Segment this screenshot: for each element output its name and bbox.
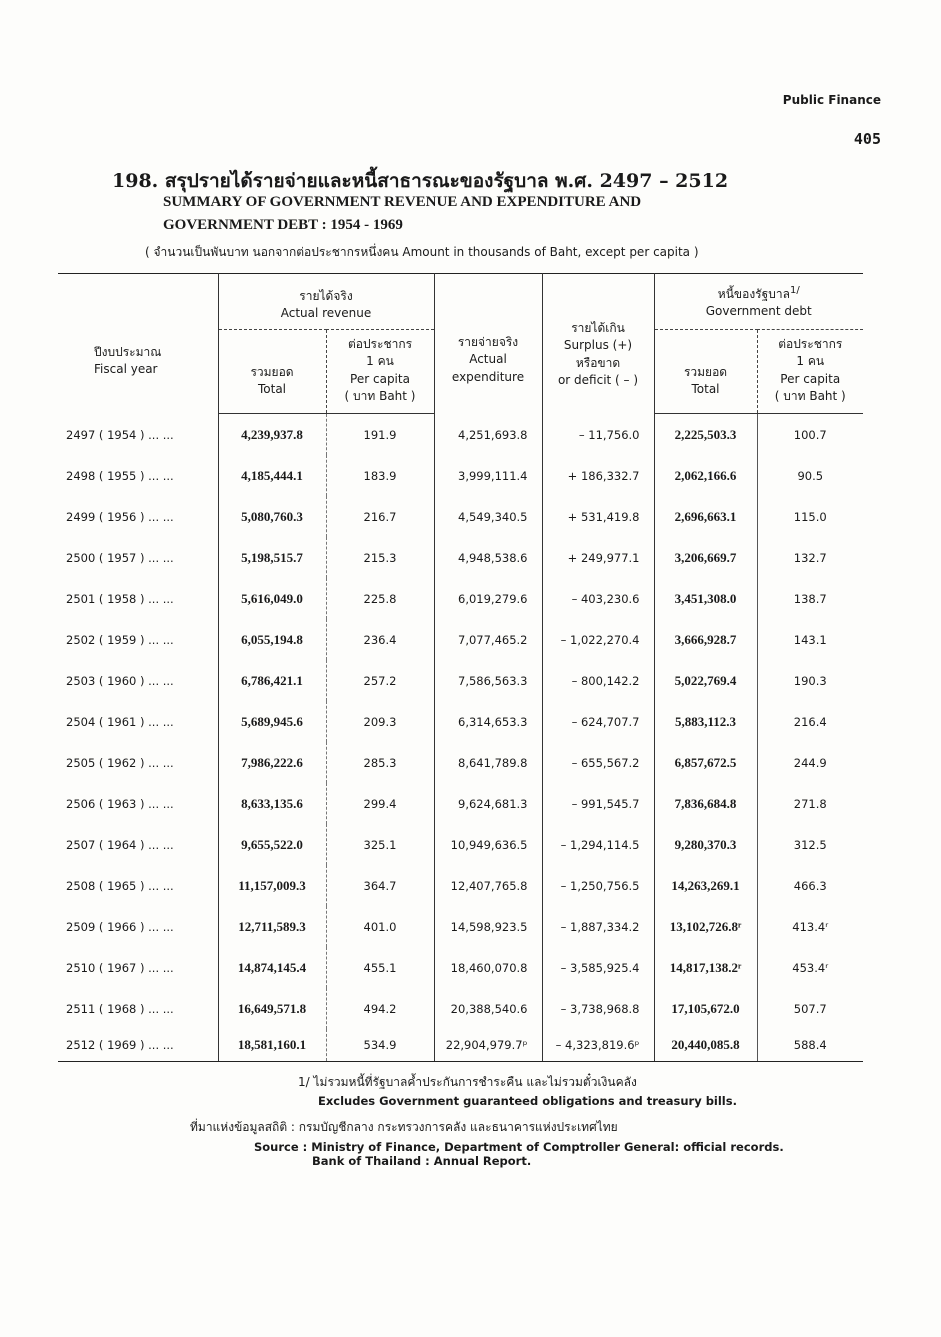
surplus-cell: + 186,332.7 — [542, 455, 654, 496]
revenue-total-cell: 14,874,145.4 — [218, 947, 326, 988]
revenue-per-capita-cell: 325.1 — [326, 824, 434, 865]
col-expenditure — [434, 274, 542, 414]
surplus-th2: หรือขาด — [575, 355, 621, 370]
revenue-total-cell: 5,080,760.3 — [218, 496, 326, 537]
debt-per-capita-unit: ( บาท Baht ) — [774, 388, 846, 403]
debt-per-capita-cell: 507.7 — [757, 988, 863, 1029]
fiscal-year-th: ปีงบประมาณ — [94, 345, 162, 359]
revenue-per-capita-cell: 285.3 — [326, 742, 434, 783]
fiscal-year-en: Fiscal year — [94, 362, 158, 377]
surplus-cell: + 249,977.1 — [542, 537, 654, 578]
revenue-per-capita-cell: 534.9 — [326, 1029, 434, 1062]
revenue-per-capita-cell: 364.7 — [326, 865, 434, 906]
expenditure-cell: 22,904,979.7ᵖ — [434, 1029, 542, 1062]
col-surplus — [542, 274, 654, 414]
revenue-per-capita-cell: 225.8 — [326, 578, 434, 619]
revenue-total-cell: 5,689,945.6 — [218, 701, 326, 742]
revenue-total-cell: 18,581,160.1 — [218, 1029, 326, 1062]
col-debt-per-capita — [757, 329, 863, 414]
actual-revenue-en: Actual revenue — [280, 306, 372, 321]
table-row — [58, 906, 863, 947]
debt-per-capita-cell: 244.9 — [757, 742, 863, 783]
revenue-total-cell: 4,185,444.1 — [218, 455, 326, 496]
revenue-per-capita-cell: 299.4 — [326, 783, 434, 824]
surplus-cell: – 1,022,270.4 — [542, 619, 654, 660]
table-row — [58, 742, 863, 783]
debt-total-cell: 5,022,769.4 — [654, 660, 757, 701]
col-debt-total — [654, 329, 757, 414]
expenditure-en1: Actual — [469, 352, 507, 367]
table-row — [58, 988, 863, 1029]
revenue-per-capita-th: ต่อประชากร — [347, 336, 413, 351]
fiscal-year-cell: 2499 ( 1956 ) ... ... — [66, 509, 174, 524]
revenue-per-capita-cell: 455.1 — [326, 947, 434, 988]
government-debt-th — [656, 284, 863, 303]
fiscal-year-cell: 2504 ( 1961 ) ... ... — [66, 714, 174, 729]
col-revenue-per-capita — [326, 329, 434, 414]
table-body — [58, 414, 863, 1062]
debt-total-cell: 14,263,269.1 — [654, 865, 757, 906]
expenditure-cell: 9,624,681.3 — [434, 783, 542, 824]
table-row — [58, 783, 863, 824]
surplus-th: รายได้เกิน — [571, 321, 625, 335]
source-english-2: Bank of Thailand : Annual Report. — [312, 1154, 532, 1169]
surplus-cell: – 800,142.2 — [542, 660, 654, 701]
debt-per-capita-cell: 588.4 — [757, 1029, 863, 1062]
fiscal-year-cell: 2511 ( 1968 ) ... ... — [66, 1001, 174, 1016]
revenue-per-capita-cell: 401.0 — [326, 906, 434, 947]
revenue-total-th: รวมยอด — [250, 364, 294, 379]
debt-total-cell: 2,062,166.6 — [654, 455, 757, 496]
debt-per-capita-en: Per capita — [780, 371, 841, 386]
revenue-total-cell: 5,616,049.0 — [218, 578, 326, 619]
table-title-thai — [112, 166, 728, 196]
fiscal-year-cell: 2507 ( 1964 ) ... ... — [66, 837, 174, 852]
debt-per-capita-cell: 143.1 — [757, 619, 863, 660]
table-row — [58, 455, 863, 496]
revenue-total-en: Total — [257, 382, 287, 397]
revenue-per-capita-cell: 216.7 — [326, 496, 434, 537]
debt-total-cell: 6,857,672.5 — [654, 742, 757, 783]
debt-per-capita-cell: 115.0 — [757, 496, 863, 537]
revenue-per-capita-cell: 257.2 — [326, 660, 434, 701]
debt-total-cell: 5,883,112.3 — [654, 701, 757, 742]
table-row — [58, 865, 863, 906]
fiscal-year-cell: 2510 ( 1967 ) ... ... — [66, 960, 174, 975]
surplus-cell: – 4,323,819.6ᵖ — [542, 1029, 654, 1062]
table-number: 198. — [112, 170, 159, 192]
table-row — [58, 824, 863, 865]
expenditure-cell: 7,586,563.3 — [434, 660, 542, 701]
table-row — [58, 1029, 863, 1062]
surplus-cell: – 1,887,334.2 — [542, 906, 654, 947]
expenditure-cell: 14,598,923.5 — [434, 906, 542, 947]
surplus-cell: – 1,294,114.5 — [542, 824, 654, 865]
surplus-cell: – 624,707.7 — [542, 701, 654, 742]
debt-per-capita-th: ต่อประชากร — [778, 336, 843, 351]
revenue-per-capita-th2: 1 คน — [366, 354, 394, 369]
units-note: ( จำนวนเป็นพันบาท นอกจากต่อประชากรหนึ่งคน Amount in thousands of Baht, except per capita ) — [145, 245, 699, 259]
surplus-en1: Surplus (+) — [563, 338, 633, 353]
expenditure-cell: 3,999,111.4 — [434, 455, 542, 496]
revenue-total-cell: 6,786,421.1 — [218, 660, 326, 701]
fiscal-year-cell: 2506 ( 1963 ) ... ... — [66, 796, 174, 811]
table-title-english-1: SUMMARY OF GOVERNMENT REVENUE AND EXPENDITURE AND — [163, 194, 642, 210]
debt-total-cell: 9,280,370.3 — [654, 824, 757, 865]
government-debt-th-text: หนี้ของรัฐบาล — [717, 287, 790, 301]
debt-total-cell: 2,225,503.3 — [654, 414, 757, 456]
table-row — [58, 660, 863, 701]
debt-per-capita-cell: 216.4 — [757, 701, 863, 742]
footnote-thai: 1/ ไม่รวมหนี้ที่รัฐบาลค้ำประกันการชำระคืน และไม่รวมตั๋วเงินคลัง — [298, 1075, 637, 1089]
table-row — [58, 947, 863, 988]
fiscal-year-cell: 2509 ( 1966 ) ... ... — [66, 919, 174, 934]
fiscal-year-cell: 2500 ( 1957 ) ... ... — [66, 550, 174, 565]
revenue-per-capita-cell: 236.4 — [326, 619, 434, 660]
source-english — [254, 1140, 784, 1169]
debt-per-capita-cell: 132.7 — [757, 537, 863, 578]
debt-per-capita-cell: 90.5 — [757, 455, 863, 496]
expenditure-en2: expenditure — [451, 369, 525, 384]
expenditure-cell: 4,948,538.6 — [434, 537, 542, 578]
surplus-cell: – 403,230.6 — [542, 578, 654, 619]
source-thai: ที่มาแห่งข้อมูลสถิติ : กรมบัญชีกลาง กระทรวงการคลัง และธนาคารแห่งประเทศไทย — [190, 1120, 618, 1134]
expenditure-cell: 4,251,693.8 — [434, 414, 542, 456]
debt-per-capita-cell: 453.4ʳ — [757, 947, 863, 988]
table-row — [58, 701, 863, 742]
expenditure-th: รายจ่ายจริง — [457, 335, 519, 349]
debt-per-capita-th2: 1 คน — [796, 354, 825, 369]
debt-total-cell: 20,440,085.8 — [654, 1029, 757, 1062]
surplus-cell: – 11,756.0 — [542, 414, 654, 456]
page-number: 405 — [853, 130, 881, 148]
debt-per-capita-cell: 466.3 — [757, 865, 863, 906]
actual-revenue-th: รายได้จริง — [299, 289, 353, 303]
expenditure-cell: 6,314,653.3 — [434, 701, 542, 742]
table-row — [58, 619, 863, 660]
debt-total-cell: 2,696,663.1 — [654, 496, 757, 537]
title-thai-text: สรุปรายได้รายจ่ายและหนี้สาธารณะของรัฐบาล พ.ศ. 2497 – 2512 — [164, 170, 729, 192]
table-row — [58, 537, 863, 578]
surplus-en2: or deficit ( – ) — [557, 373, 639, 388]
surplus-cell: + 531,419.8 — [542, 496, 654, 537]
debt-per-capita-cell: 100.7 — [757, 414, 863, 456]
debt-total-en: Total — [691, 382, 720, 397]
revenue-per-capita-en: Per capita — [350, 371, 410, 386]
table-row — [58, 414, 863, 456]
col-fiscal-year — [58, 274, 218, 414]
source-english-1: Source : Ministry of Finance, Department of Comptroller General: official records. — [254, 1140, 784, 1154]
expenditure-cell: 10,949,636.5 — [434, 824, 542, 865]
fiscal-year-cell: 2505 ( 1962 ) ... ... — [66, 755, 174, 770]
debt-total-cell: 7,836,684.8 — [654, 783, 757, 824]
surplus-cell: – 3,738,968.8 — [542, 988, 654, 1029]
fiscal-year-cell: 2501 ( 1958 ) ... ... — [66, 591, 174, 606]
revenue-per-capita-cell: 183.9 — [326, 455, 434, 496]
debt-per-capita-cell: 413.4ʳ — [757, 906, 863, 947]
section-label: Public Finance — [782, 93, 881, 107]
expenditure-cell: 7,077,465.2 — [434, 619, 542, 660]
debt-per-capita-cell: 312.5 — [757, 824, 863, 865]
surplus-cell: – 991,545.7 — [542, 783, 654, 824]
fiscal-year-cell: 2497 ( 1954 ) ... ... — [66, 427, 174, 442]
surplus-cell: – 1,250,756.5 — [542, 865, 654, 906]
surplus-cell: – 3,585,925.4 — [542, 947, 654, 988]
revenue-total-cell: 12,711,589.3 — [218, 906, 326, 947]
expenditure-cell: 20,388,540.6 — [434, 988, 542, 1029]
expenditure-cell: 6,019,279.6 — [434, 578, 542, 619]
expenditure-cell: 18,460,070.8 — [434, 947, 542, 988]
revenue-per-capita-unit: ( บาท Baht ) — [344, 388, 416, 403]
revenue-total-cell: 4,239,937.8 — [218, 414, 326, 456]
surplus-cell: – 655,567.2 — [542, 742, 654, 783]
table-row — [58, 578, 863, 619]
debt-total-th: รวมยอด — [683, 364, 728, 379]
footnote-mark: 1/ — [789, 285, 800, 296]
table-title-english-2: GOVERNMENT DEBT : 1954 - 1969 — [163, 217, 403, 233]
debt-total-cell: 3,206,669.7 — [654, 537, 757, 578]
debt-per-capita-cell: 190.3 — [757, 660, 863, 701]
revenue-total-cell: 6,055,194.8 — [218, 619, 326, 660]
fiscal-year-cell: 2498 ( 1955 ) ... ... — [66, 468, 174, 483]
expenditure-cell: 4,549,340.5 — [434, 496, 542, 537]
government-debt-en: Government debt — [705, 304, 812, 319]
revenue-total-cell: 16,649,571.8 — [218, 988, 326, 1029]
col-government-debt — [654, 274, 863, 330]
revenue-total-cell: 9,655,522.0 — [218, 824, 326, 865]
revenue-per-capita-cell: 215.3 — [326, 537, 434, 578]
col-revenue-total — [218, 329, 326, 414]
debt-total-cell: 17,105,672.0 — [654, 988, 757, 1029]
revenue-per-capita-cell: 494.2 — [326, 988, 434, 1029]
table-row — [58, 496, 863, 537]
col-actual-revenue — [218, 274, 434, 330]
debt-total-cell: 3,666,928.7 — [654, 619, 757, 660]
debt-total-cell: 3,451,308.0 — [654, 578, 757, 619]
expenditure-cell: 8,641,789.8 — [434, 742, 542, 783]
debt-total-cell: 13,102,726.8ʳ — [654, 906, 757, 947]
fiscal-year-cell: 2512 ( 1969 ) ... ... — [58, 1029, 218, 1062]
fiscal-year-cell: 2508 ( 1965 ) ... ... — [66, 878, 174, 893]
debt-per-capita-cell: 271.8 — [757, 783, 863, 824]
debt-per-capita-cell: 138.7 — [757, 578, 863, 619]
revenue-per-capita-cell: 209.3 — [326, 701, 434, 742]
finance-table — [58, 273, 863, 1062]
revenue-total-cell: 8,633,135.6 — [218, 783, 326, 824]
revenue-total-cell: 11,157,009.3 — [218, 865, 326, 906]
expenditure-cell: 12,407,765.8 — [434, 865, 542, 906]
revenue-total-cell: 7,986,222.6 — [218, 742, 326, 783]
revenue-total-cell: 5,198,515.7 — [218, 537, 326, 578]
revenue-per-capita-cell: 191.9 — [326, 414, 434, 456]
fiscal-year-cell: 2502 ( 1959 ) ... ... — [66, 632, 174, 647]
debt-total-cell: 14,817,138.2ʳ — [654, 947, 757, 988]
fiscal-year-cell: 2503 ( 1960 ) ... ... — [66, 673, 174, 688]
footnote-english: Excludes Government guaranteed obligations and treasury bills. — [318, 1094, 737, 1108]
